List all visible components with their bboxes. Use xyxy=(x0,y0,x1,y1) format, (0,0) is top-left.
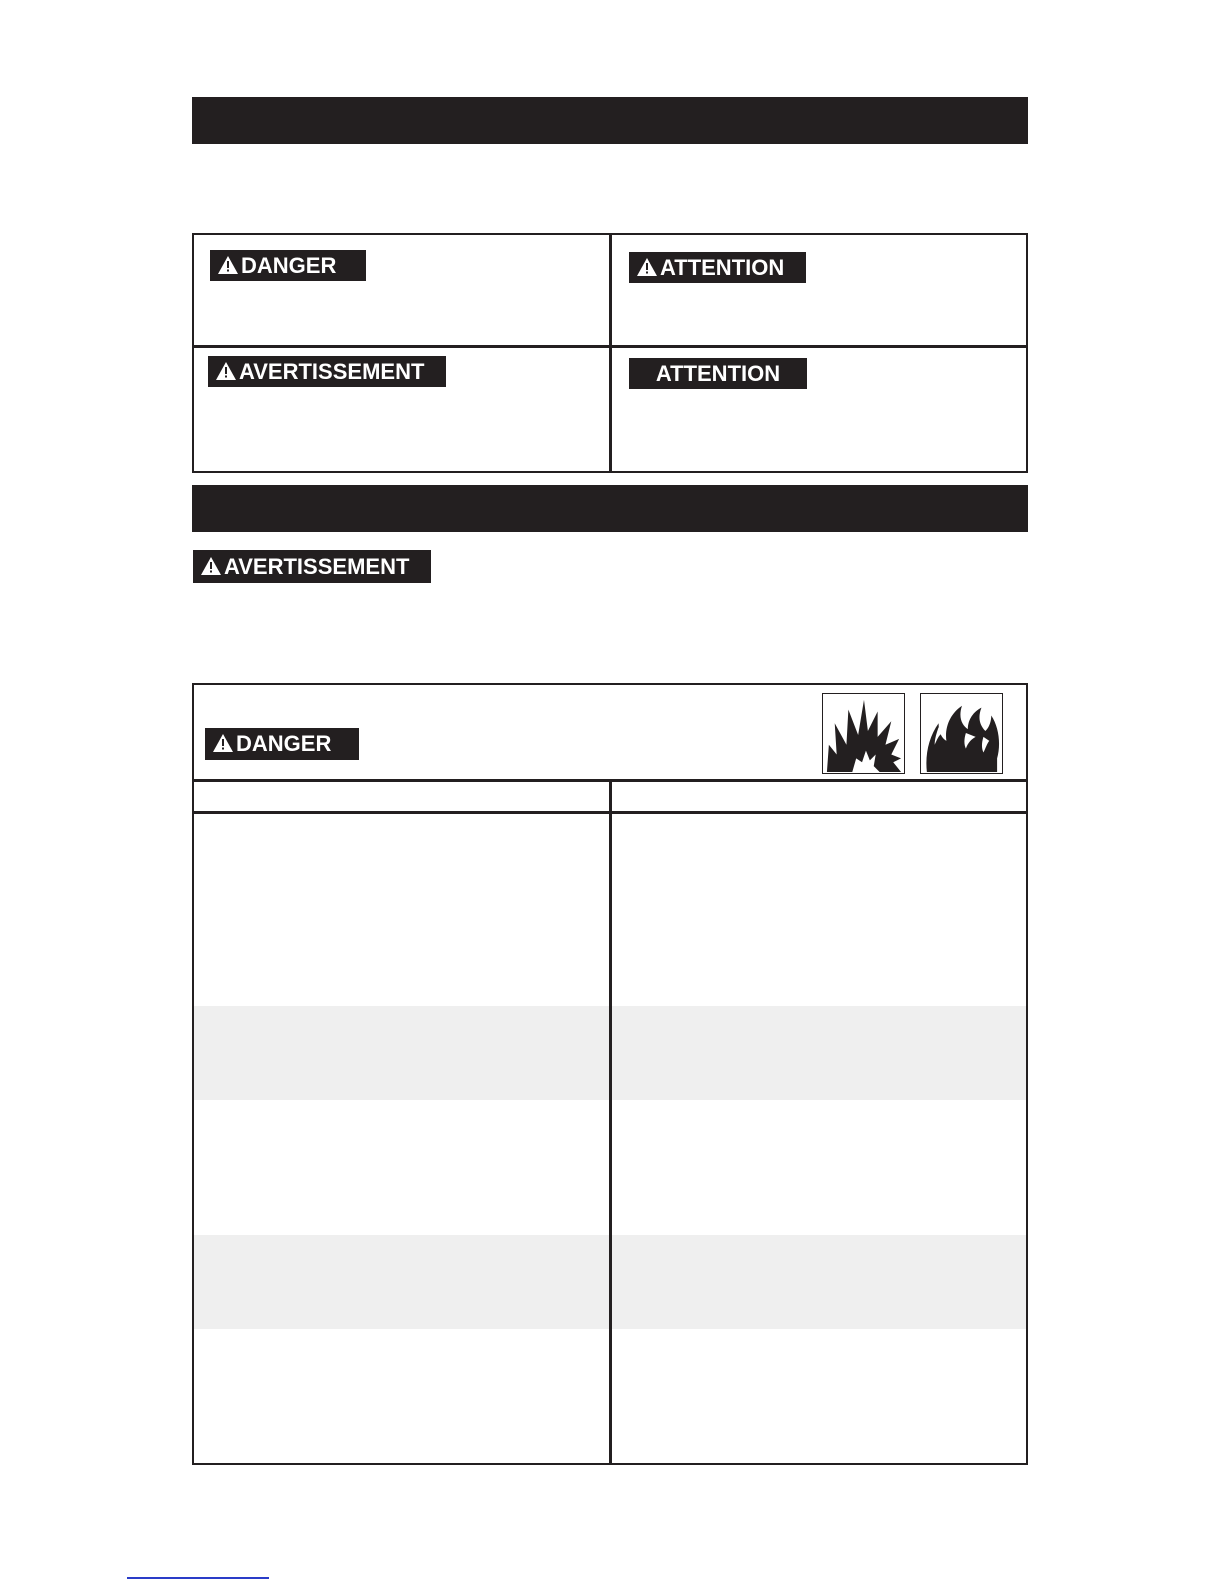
signal-words-row-divider xyxy=(193,345,1027,348)
warning-triangle-icon xyxy=(216,362,236,380)
avertissement-label: AVERTISSEMENT xyxy=(239,359,425,384)
danger-label: DANGER xyxy=(241,253,337,278)
danger-badge xyxy=(210,250,366,281)
flame-icon xyxy=(920,693,1003,774)
warning-triangle-icon xyxy=(218,256,238,274)
signal-words-divider xyxy=(609,235,612,471)
section-header-bar-2 xyxy=(192,485,1028,532)
explosion-icon xyxy=(822,693,905,774)
avertissement-badge xyxy=(208,356,446,387)
warning-triangle-icon xyxy=(213,734,233,752)
attention-plain-label: ATTENTION xyxy=(655,361,781,386)
table-danger-label: DANGER xyxy=(236,731,332,756)
section-header-bar xyxy=(192,97,1028,144)
attention-warning-label: ATTENTION xyxy=(660,255,785,280)
warning-triangle-icon xyxy=(637,258,657,276)
warning-triangle-icon xyxy=(201,557,221,575)
table-column-divider xyxy=(609,780,612,1464)
avertissement-badge-2 xyxy=(193,550,431,583)
table-danger-badge xyxy=(205,728,359,760)
attention-warning-badge xyxy=(629,252,806,283)
footer-link-underline[interactable] xyxy=(127,1577,269,1579)
avertissement-label-2: AVERTISSEMENT xyxy=(224,554,410,579)
attention-plain-badge xyxy=(629,358,807,389)
